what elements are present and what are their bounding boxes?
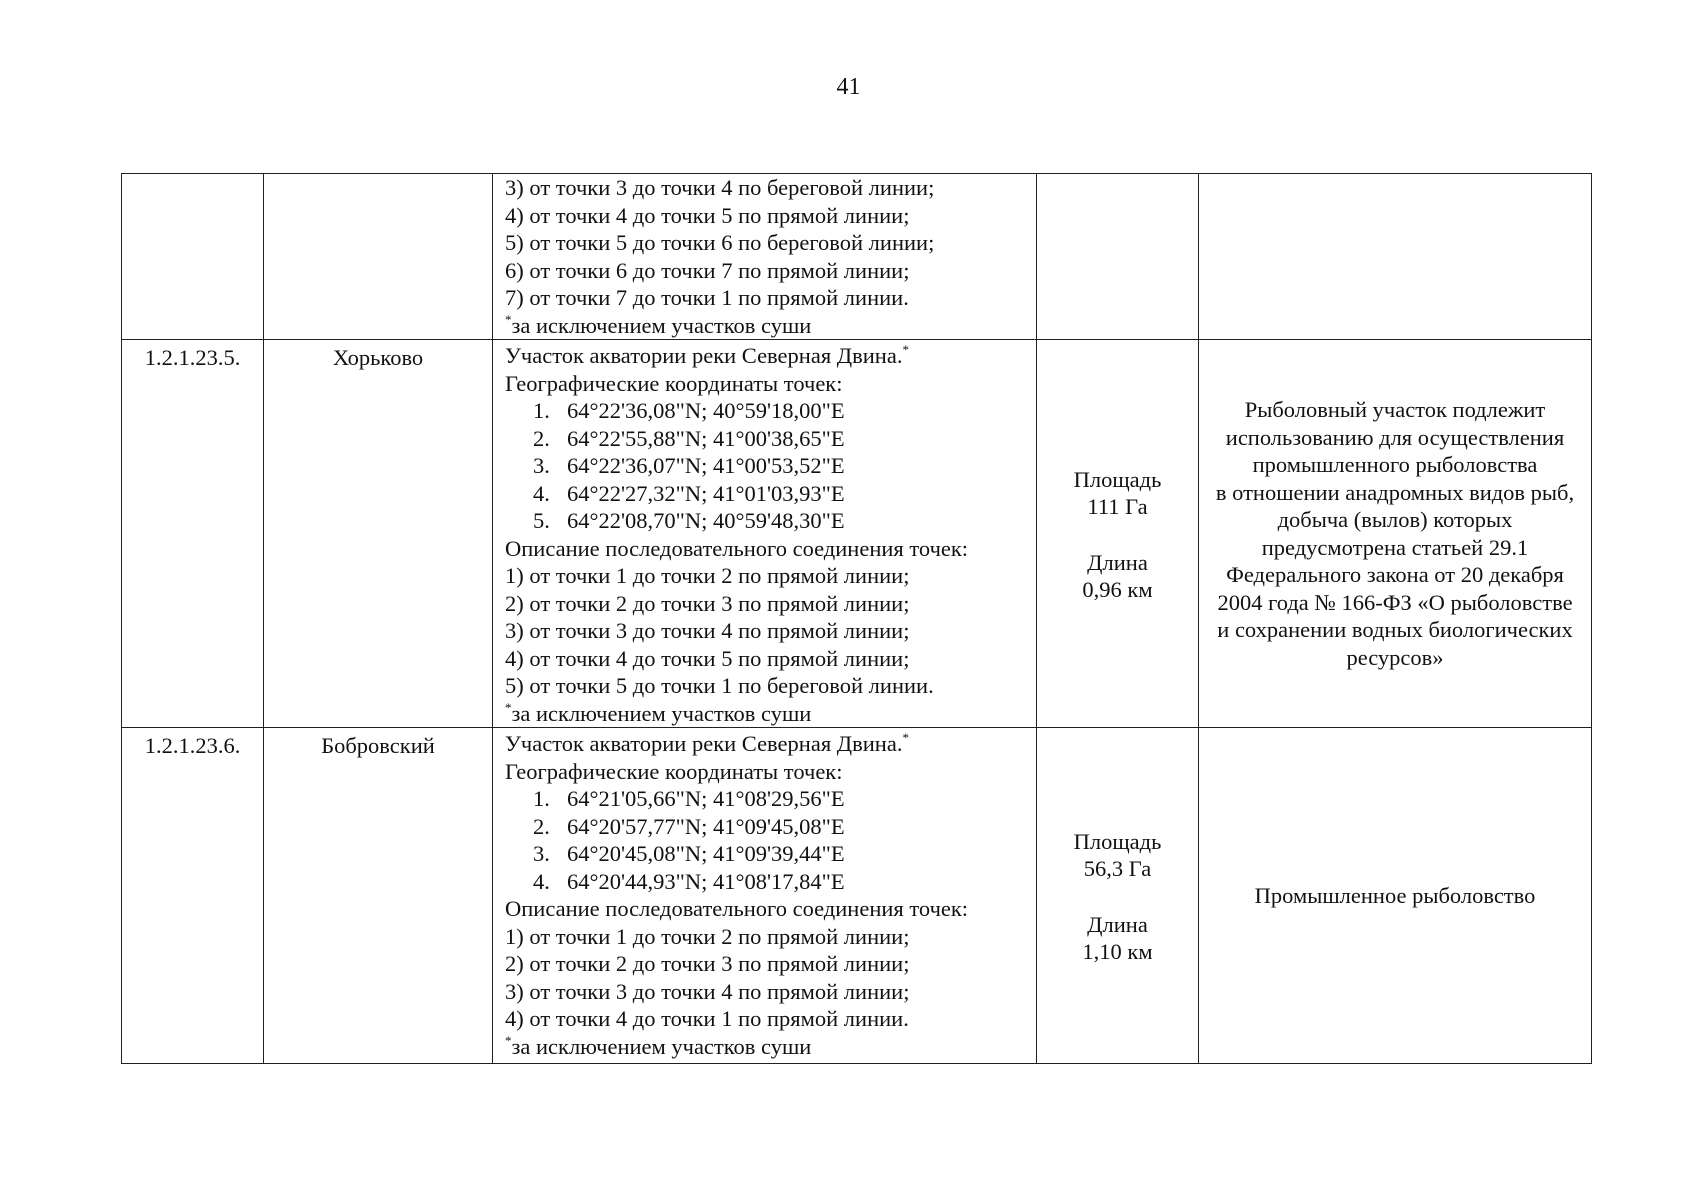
usage-line: добыча (вылов) которых (1277, 507, 1513, 532)
exclusion-note (505, 312, 1032, 340)
note-text: за исключением участков суши (511, 312, 812, 338)
coordinate-text: 64°22'27,32"N; 41°01'03,93"E (567, 480, 845, 506)
area-title-text: Участок акватории реки Северная Двина. (505, 343, 903, 368)
usage-line: в отношении анадромных видов рыб, (1215, 479, 1575, 505)
row-description (493, 340, 1037, 728)
usage-line: предусмотрена статьей 29.1 (1261, 534, 1529, 560)
row-measures (1037, 340, 1199, 728)
coordinate-item (505, 813, 1032, 841)
coordinate-item (505, 507, 1032, 535)
coordinate-number: 3. (533, 453, 550, 478)
segment-line: 5) от точки 5 до точки 6 по береговой линии; (505, 230, 935, 255)
segment-line: 3) от точки 3 до точки 4 по береговой линии; (505, 175, 935, 200)
coordinate-number: 3. (533, 841, 550, 866)
row-usage (1199, 728, 1592, 1064)
usage-line: 2004 года № 166-ФЗ «О рыболовстве (1217, 589, 1573, 615)
coordinate-text: 64°20'57,77"N; 41°09'45,08"E (567, 813, 845, 839)
coordinate-number: 5. (533, 508, 550, 533)
coordinate-text: 64°22'36,07"N; 41°00'53,52"E (567, 453, 845, 478)
usage-line: использованию для осуществления (1225, 424, 1565, 450)
row-measures (1037, 728, 1199, 1064)
row-name (264, 174, 493, 340)
row-code: 1.2.1.23.6. (122, 728, 264, 1064)
title-mark: * (902, 342, 909, 357)
row-measures (1037, 174, 1199, 340)
usage-line: и сохранении водных биологических (1217, 617, 1573, 642)
segment-line: 1) от точки 1 до точки 2 по прямой линии; (505, 563, 910, 588)
measures-spacer (1041, 521, 1194, 549)
exclusion-note (505, 700, 1032, 728)
note-mark: * (505, 1032, 512, 1048)
length-label: Длина (1087, 911, 1148, 937)
coords-label: Географические координаты точек: (505, 370, 843, 396)
page-number: 41 (836, 74, 861, 100)
exclusion-note (505, 1033, 1032, 1061)
coordinate-number: 4. (533, 868, 550, 894)
segment-line: 4) от точки 4 до точки 1 по прямой линии. (505, 1006, 909, 1031)
coordinate-text: 64°20'44,93"N; 41°08'17,84"E (567, 868, 845, 894)
segment-line: 2) от точки 2 до точки 3 по прямой линии; (505, 951, 910, 976)
coordinate-item (505, 840, 1032, 868)
area-label: Площадь (1073, 828, 1162, 854)
note-text: за исключением участков суши (511, 700, 812, 726)
segment-line: 7) от точки 7 до точки 1 по прямой линии. (505, 285, 909, 310)
area-title (505, 342, 1032, 370)
coordinate-number: 1. (533, 398, 550, 423)
coordinate-item (505, 397, 1032, 425)
usage-line: промышленного рыболовства (1252, 452, 1538, 477)
segment-line: 4) от точки 4 до точки 5 по прямой линии; (505, 202, 910, 228)
row-usage (1199, 340, 1592, 728)
description-label: Описание последовательного соединения точек: (505, 535, 969, 561)
title-mark: * (902, 730, 909, 745)
coordinate-item (505, 785, 1032, 813)
row-usage (1199, 174, 1592, 340)
coordinate-number: 1. (533, 786, 550, 811)
usage-line: Федерального закона от 20 декабря (1226, 562, 1564, 587)
coordinate-text: 64°21'05,66"N; 41°08'29,56"E (567, 786, 845, 811)
measures-spacer (1041, 883, 1194, 911)
note-text: за исключением участков суши (511, 1033, 812, 1059)
description-label: Описание последовательного соединения точек: (505, 896, 969, 921)
table-row-khorkovo (122, 340, 1592, 728)
segment-line: 1) от точки 1 до точки 2 по прямой линии; (505, 923, 910, 949)
area-title-text: Участок акватории реки Северная Двина. (505, 731, 903, 756)
segment-line: 3) от точки 3 до точки 4 по прямой линии; (505, 618, 910, 643)
length-value: 0,96 км (1082, 577, 1153, 602)
coordinate-number: 4. (533, 480, 550, 506)
coordinate-item (505, 425, 1032, 453)
usage-line: Рыболовный участок подлежит (1244, 397, 1546, 422)
length-label: Длина (1087, 549, 1148, 575)
length-value: 1,10 км (1082, 939, 1153, 964)
note-mark: * (505, 699, 512, 715)
coordinate-text: 64°22'08,70"N; 40°59'48,30"E (567, 508, 845, 533)
coordinate-number: 2. (533, 425, 550, 451)
coordinate-text: 64°20'45,08"N; 41°09'39,44"E (567, 841, 845, 866)
segment-line: 5) от точки 5 до точки 1 по береговой линии. (505, 673, 934, 698)
area-value: 56,3 Га (1083, 856, 1152, 881)
area-label: Площадь (1073, 466, 1162, 492)
row-description (493, 174, 1037, 340)
coordinate-text: 64°22'36,08"N; 40°59'18,00"E (567, 398, 845, 423)
table-row-continuation (122, 174, 1592, 340)
coordinate-number: 2. (533, 813, 550, 839)
segment-line: 2) от точки 2 до точки 3 по прямой линии; (505, 590, 910, 616)
segment-line: 3) от точки 3 до точки 4 по прямой линии; (505, 978, 910, 1004)
area-value: 111 Га (1087, 494, 1148, 519)
usage-line: Промышленное рыболовство (1254, 882, 1536, 908)
note-mark: * (505, 311, 512, 327)
row-code (122, 174, 264, 340)
row-code: 1.2.1.23.5. (122, 340, 264, 728)
coordinate-text: 64°22'55,88"N; 41°00'38,65"E (567, 425, 845, 451)
fishing-areas-table (121, 173, 1592, 1064)
segment-line: 6) от точки 6 до точки 7 по прямой линии; (505, 257, 910, 283)
area-title (505, 730, 1032, 758)
usage-line: ресурсов» (1346, 644, 1444, 670)
coordinate-item (505, 452, 1032, 480)
coords-label: Географические координаты точек: (505, 758, 843, 784)
segment-line: 4) от точки 4 до точки 5 по прямой линии; (505, 645, 910, 671)
row-description (493, 728, 1037, 1064)
row-name: Бобровский (264, 728, 493, 1064)
table-row-bobrovsky (122, 728, 1592, 1064)
coordinate-item (505, 868, 1032, 896)
row-name: Хорьково (264, 340, 493, 728)
coordinate-item (505, 480, 1032, 508)
